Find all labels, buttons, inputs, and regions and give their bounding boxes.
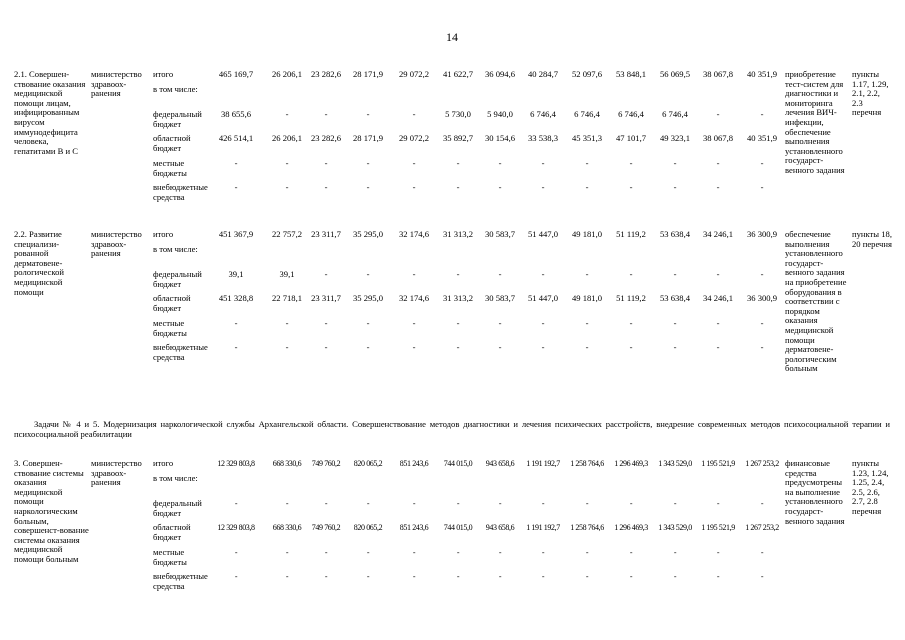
funding-value: - [716, 548, 720, 557]
section-reference: пункты 1.17, 1.29, 2.1, 2.2, 2.3 перечня [852, 69, 889, 118]
funding-value: - [541, 342, 545, 352]
funding-value: - [456, 158, 460, 168]
funding-value: - [585, 572, 589, 581]
funding-source-label: областной бюджет [153, 293, 191, 313]
funding-value: - [498, 499, 502, 508]
funding-value: - [629, 548, 633, 557]
funding-value: - [366, 318, 370, 328]
funding-source-label: федеральный бюджет [153, 269, 202, 289]
funding-value: 35 295,0 [352, 229, 384, 239]
funding-source-label: в том числе: [153, 84, 198, 94]
funding-value: - [412, 499, 416, 508]
funding-value: - [234, 499, 238, 508]
section-name: 2.2. Развитие специализи-рованной дерматовене-рологической медицинской помощи [14, 229, 64, 297]
funding-value: 5 730,0 [445, 109, 471, 119]
funding-value: - [716, 318, 720, 328]
funding-value: - [324, 342, 328, 352]
section-reference: пункты 1.23, 1.24, 1.25, 2.4, 2.5, 2.6, 2.7, 2.8 перечня [852, 458, 889, 516]
funding-value: 51 119,2 [616, 229, 646, 239]
funding-value: - [585, 499, 589, 508]
funding-value: - [716, 572, 720, 581]
funding-source-label: итого [153, 458, 174, 468]
funding-value: - [456, 548, 460, 557]
funding-value: - [324, 109, 328, 119]
funding-value: 6 746,4 [662, 109, 688, 119]
funding-value: - [412, 342, 416, 352]
funding-source-label: местные бюджеты [153, 158, 187, 178]
funding-value: 23 282,6 [310, 133, 342, 143]
funding-value: 851 243,6 [399, 459, 429, 468]
funding-value: 36 300,9 [746, 229, 778, 239]
funding-value: - [760, 269, 764, 279]
funding-value: 39,1 [228, 269, 244, 279]
page-number: 14 [446, 30, 458, 44]
funding-value: - [673, 499, 677, 508]
funding-value: - [285, 548, 289, 557]
funding-value: - [760, 499, 764, 508]
funding-value: 38 067,8 [702, 133, 734, 143]
funding-value: 1 267 253,2 [745, 523, 779, 532]
funding-value: - [541, 572, 545, 581]
funding-value: - [760, 572, 764, 581]
funding-value: - [456, 269, 460, 279]
funding-value: - [541, 548, 545, 557]
funding-value: - [585, 548, 589, 557]
funding-source-label: в том числе: [153, 244, 198, 254]
funding-value: 29 072,2 [398, 69, 430, 79]
funding-value: 28 171,9 [352, 133, 384, 143]
funding-value: - [673, 158, 677, 168]
funding-value: - [760, 182, 764, 192]
funding-value: 943 658,6 [485, 459, 515, 468]
funding-value: 1 191 192,7 [526, 523, 560, 532]
funding-source-label: местные бюджеты [153, 547, 187, 567]
funding-value: - [234, 572, 238, 581]
funding-value: - [412, 318, 416, 328]
funding-value: - [324, 182, 328, 192]
funding-value: 32 174,6 [398, 293, 430, 303]
funding-value: 1 343 529,0 [658, 459, 692, 468]
funding-value: - [673, 269, 677, 279]
funding-value: 35 892,7 [442, 133, 474, 143]
funding-value: 53 848,1 [615, 69, 647, 79]
funding-value: 426 514,1 [218, 133, 254, 143]
funding-source-label: местные бюджеты [153, 318, 187, 338]
funding-value: 38 067,8 [702, 69, 734, 79]
funding-value: - [673, 182, 677, 192]
funding-value: 1 296 469,3 [614, 523, 648, 532]
funding-value: 1 296 469,3 [614, 459, 648, 468]
funding-value: 49 181,0 [571, 293, 603, 303]
funding-value: 668 330,6 [272, 459, 302, 468]
funding-source-label: федеральный бюджет [153, 109, 202, 129]
funding-value: 40 351,9 [746, 69, 778, 79]
funding-source-label: областной бюджет [153, 522, 191, 542]
funding-source-label: федеральный бюджет [153, 498, 202, 518]
funding-value: - [285, 109, 289, 119]
funding-value: 1 258 764,6 [570, 459, 604, 468]
funding-value: - [673, 548, 677, 557]
funding-value: - [412, 269, 416, 279]
funding-value: 12 329 803,8 [217, 459, 255, 468]
funding-value: 49 323,1 [659, 133, 691, 143]
funding-value: - [412, 182, 416, 192]
funding-value: 30 583,7 [484, 229, 516, 239]
funding-value: - [456, 342, 460, 352]
funding-value: - [760, 158, 764, 168]
funding-value: - [585, 318, 589, 328]
funding-value: - [585, 158, 589, 168]
funding-value: - [716, 158, 720, 168]
funding-value: 820 065,2 [353, 459, 383, 468]
funding-value: - [673, 342, 677, 352]
funding-value: - [366, 499, 370, 508]
funding-value: 51 447,0 [527, 293, 559, 303]
funding-source-label: итого [153, 229, 174, 239]
funding-value: 47 101,7 [615, 133, 647, 143]
funding-value: - [716, 342, 720, 352]
responsible-executor: министерство здравоох-ранения [91, 69, 142, 99]
funding-value: 31 313,2 [442, 293, 474, 303]
funding-value: 1 195 521,9 [701, 459, 735, 468]
funding-value: - [412, 548, 416, 557]
funding-value: 451 328,8 [218, 293, 254, 303]
funding-value: - [585, 342, 589, 352]
funding-value: 45 351,3 [571, 133, 603, 143]
funding-value: - [366, 158, 370, 168]
funding-value: 49 181,0 [571, 229, 603, 239]
funding-value: - [366, 342, 370, 352]
funding-value: - [629, 342, 633, 352]
funding-value: 53 638,4 [659, 229, 691, 239]
responsible-executor: министерство здравоох-ранения [91, 229, 142, 259]
section-note: финансовые средства предусмотрены на выполнение установленного государст-венного задания [785, 458, 845, 526]
funding-value: 451 367,9 [218, 229, 254, 239]
funding-value: 34 246,1 [702, 229, 734, 239]
funding-value: 749 760,2 [311, 523, 341, 532]
funding-value: 12 329 803,8 [217, 523, 255, 532]
funding-value: - [285, 158, 289, 168]
funding-value: - [760, 109, 764, 119]
funding-value: 1 267 253,2 [745, 459, 779, 468]
funding-value: 668 330,6 [272, 523, 302, 532]
funding-value: 51 447,0 [527, 229, 559, 239]
funding-value: - [366, 109, 370, 119]
funding-value: 1 191 192,7 [526, 459, 560, 468]
funding-value: - [366, 182, 370, 192]
section-name: 3. Совершен-ствование системы оказания медицинской помощи наркологическим больным, совершенст-вование системы оказания медицинской помощи больным [14, 458, 89, 564]
funding-value: - [324, 499, 328, 508]
funding-value: - [324, 572, 328, 581]
funding-value: 23 282,6 [310, 69, 342, 79]
funding-value: - [629, 158, 633, 168]
funding-value: 23 311,7 [311, 229, 341, 239]
funding-value: - [498, 269, 502, 279]
funding-value: 1 195 521,9 [701, 523, 735, 532]
funding-value: - [456, 182, 460, 192]
funding-value: 820 065,2 [353, 523, 383, 532]
funding-value: 38 655,6 [220, 109, 252, 119]
funding-value: 51 119,2 [616, 293, 646, 303]
funding-value: 33 538,3 [527, 133, 559, 143]
funding-value: - [498, 572, 502, 581]
funding-value: - [629, 182, 633, 192]
funding-value: - [716, 269, 720, 279]
funding-value: 744 015,0 [443, 523, 473, 532]
section-name: 2.1. Совершен-ствование оказания медицинской помощи лицам, инфицированным вирусом иммунодефицита человека, гепатитами В и С [14, 69, 86, 156]
funding-value: - [234, 182, 238, 192]
section-note: приобретение тест-систем для диагностики и мониторинга лечения ВИЧ-инфекции, обеспечение выполнения установленного государст-венного задания [785, 69, 845, 175]
funding-value: - [629, 572, 633, 581]
funding-value: - [629, 318, 633, 328]
funding-value: 26 206,1 [271, 69, 303, 79]
funding-value: 35 295,0 [352, 293, 384, 303]
funding-value: - [498, 318, 502, 328]
funding-value: 5 940,0 [487, 109, 513, 119]
funding-value: - [498, 182, 502, 192]
funding-value: - [716, 109, 720, 119]
funding-value: - [234, 318, 238, 328]
funding-value: - [716, 182, 720, 192]
funding-value: - [285, 342, 289, 352]
funding-value: - [366, 548, 370, 557]
funding-value: - [456, 572, 460, 581]
funding-value: 29 072,2 [398, 133, 430, 143]
funding-value: 30 583,7 [484, 293, 516, 303]
funding-value: - [456, 499, 460, 508]
funding-value: 36 300,9 [746, 293, 778, 303]
funding-value: 36 094,6 [484, 69, 516, 79]
funding-source-label: в том числе: [153, 473, 198, 483]
funding-value: 34 246,1 [702, 293, 734, 303]
funding-value: - [629, 269, 633, 279]
funding-value: 41 622,7 [442, 69, 474, 79]
funding-value: 744 015,0 [443, 459, 473, 468]
funding-value: 943 658,6 [485, 523, 515, 532]
funding-value: - [285, 182, 289, 192]
funding-value: - [285, 499, 289, 508]
funding-value: - [585, 269, 589, 279]
task-heading: Задачи № 4 и 5. Модернизация наркологической службы Архангельской области. Совершенствование методов диагностики и лечения психических расстройств, внедрение современных методов психосоциальной терапии и психосоциальной реабилитации [14, 419, 890, 439]
funding-value: - [541, 182, 545, 192]
funding-source-label: внебюджетные средства [153, 182, 208, 202]
funding-value: - [324, 158, 328, 168]
funding-value: 26 206,1 [271, 133, 303, 143]
funding-value: 6 746,4 [530, 109, 556, 119]
funding-value: - [541, 269, 545, 279]
funding-value: - [234, 158, 238, 168]
funding-value: - [716, 499, 720, 508]
funding-value: - [285, 572, 289, 581]
funding-value: 32 174,6 [398, 229, 430, 239]
funding-value: - [234, 548, 238, 557]
funding-value: - [760, 548, 764, 557]
funding-value: - [673, 572, 677, 581]
funding-value: 6 746,4 [618, 109, 644, 119]
funding-value: - [498, 158, 502, 168]
funding-value: - [456, 318, 460, 328]
funding-value: - [412, 158, 416, 168]
funding-value: - [541, 158, 545, 168]
funding-value: 56 069,5 [659, 69, 691, 79]
funding-value: 749 760,2 [311, 459, 341, 468]
funding-value: - [234, 342, 238, 352]
funding-value: - [541, 499, 545, 508]
funding-value: 40 351,9 [746, 133, 778, 143]
funding-value: - [498, 342, 502, 352]
funding-value: 22 757,2 [271, 229, 303, 239]
section-reference: пункты 18, 20 перечня [852, 229, 892, 249]
funding-value: - [324, 318, 328, 328]
funding-value: - [585, 182, 589, 192]
funding-value: - [412, 109, 416, 119]
funding-value: 28 171,9 [352, 69, 384, 79]
funding-value: - [285, 318, 289, 328]
funding-value: - [498, 548, 502, 557]
funding-value: 52 097,6 [571, 69, 603, 79]
funding-value: 53 638,4 [659, 293, 691, 303]
funding-value: - [412, 572, 416, 581]
funding-value: - [673, 318, 677, 328]
funding-value: - [324, 548, 328, 557]
funding-value: - [541, 318, 545, 328]
funding-value: 23 311,7 [311, 293, 341, 303]
funding-value: 1 343 529,0 [658, 523, 692, 532]
section-note: обеспечение выполнения установленного государст-венного задания на приобретение оборудования в соответствии с порядком оказания медицинской помощи дерматовене-рологическим больным [785, 229, 847, 374]
funding-value: - [629, 499, 633, 508]
funding-source-label: внебюджетные средства [153, 571, 208, 591]
funding-value: - [366, 572, 370, 581]
funding-value: - [760, 318, 764, 328]
funding-value: 6 746,4 [574, 109, 600, 119]
funding-value: 1 258 764,6 [570, 523, 604, 532]
funding-value: - [760, 342, 764, 352]
funding-value: 465 169,7 [218, 69, 254, 79]
funding-source-label: областной бюджет [153, 133, 191, 153]
funding-value: 851 243,6 [399, 523, 429, 532]
funding-value: 40 284,7 [527, 69, 559, 79]
funding-value: 22 718,1 [271, 293, 303, 303]
funding-source-label: внебюджетные средства [153, 342, 208, 362]
funding-value: 39,1 [279, 269, 295, 279]
funding-value: - [324, 269, 328, 279]
funding-value: - [366, 269, 370, 279]
funding-source-label: итого [153, 69, 174, 79]
funding-value: 31 313,2 [442, 229, 474, 239]
funding-value: 30 154,6 [484, 133, 516, 143]
responsible-executor: министерство здравоох-ранения [91, 458, 142, 488]
